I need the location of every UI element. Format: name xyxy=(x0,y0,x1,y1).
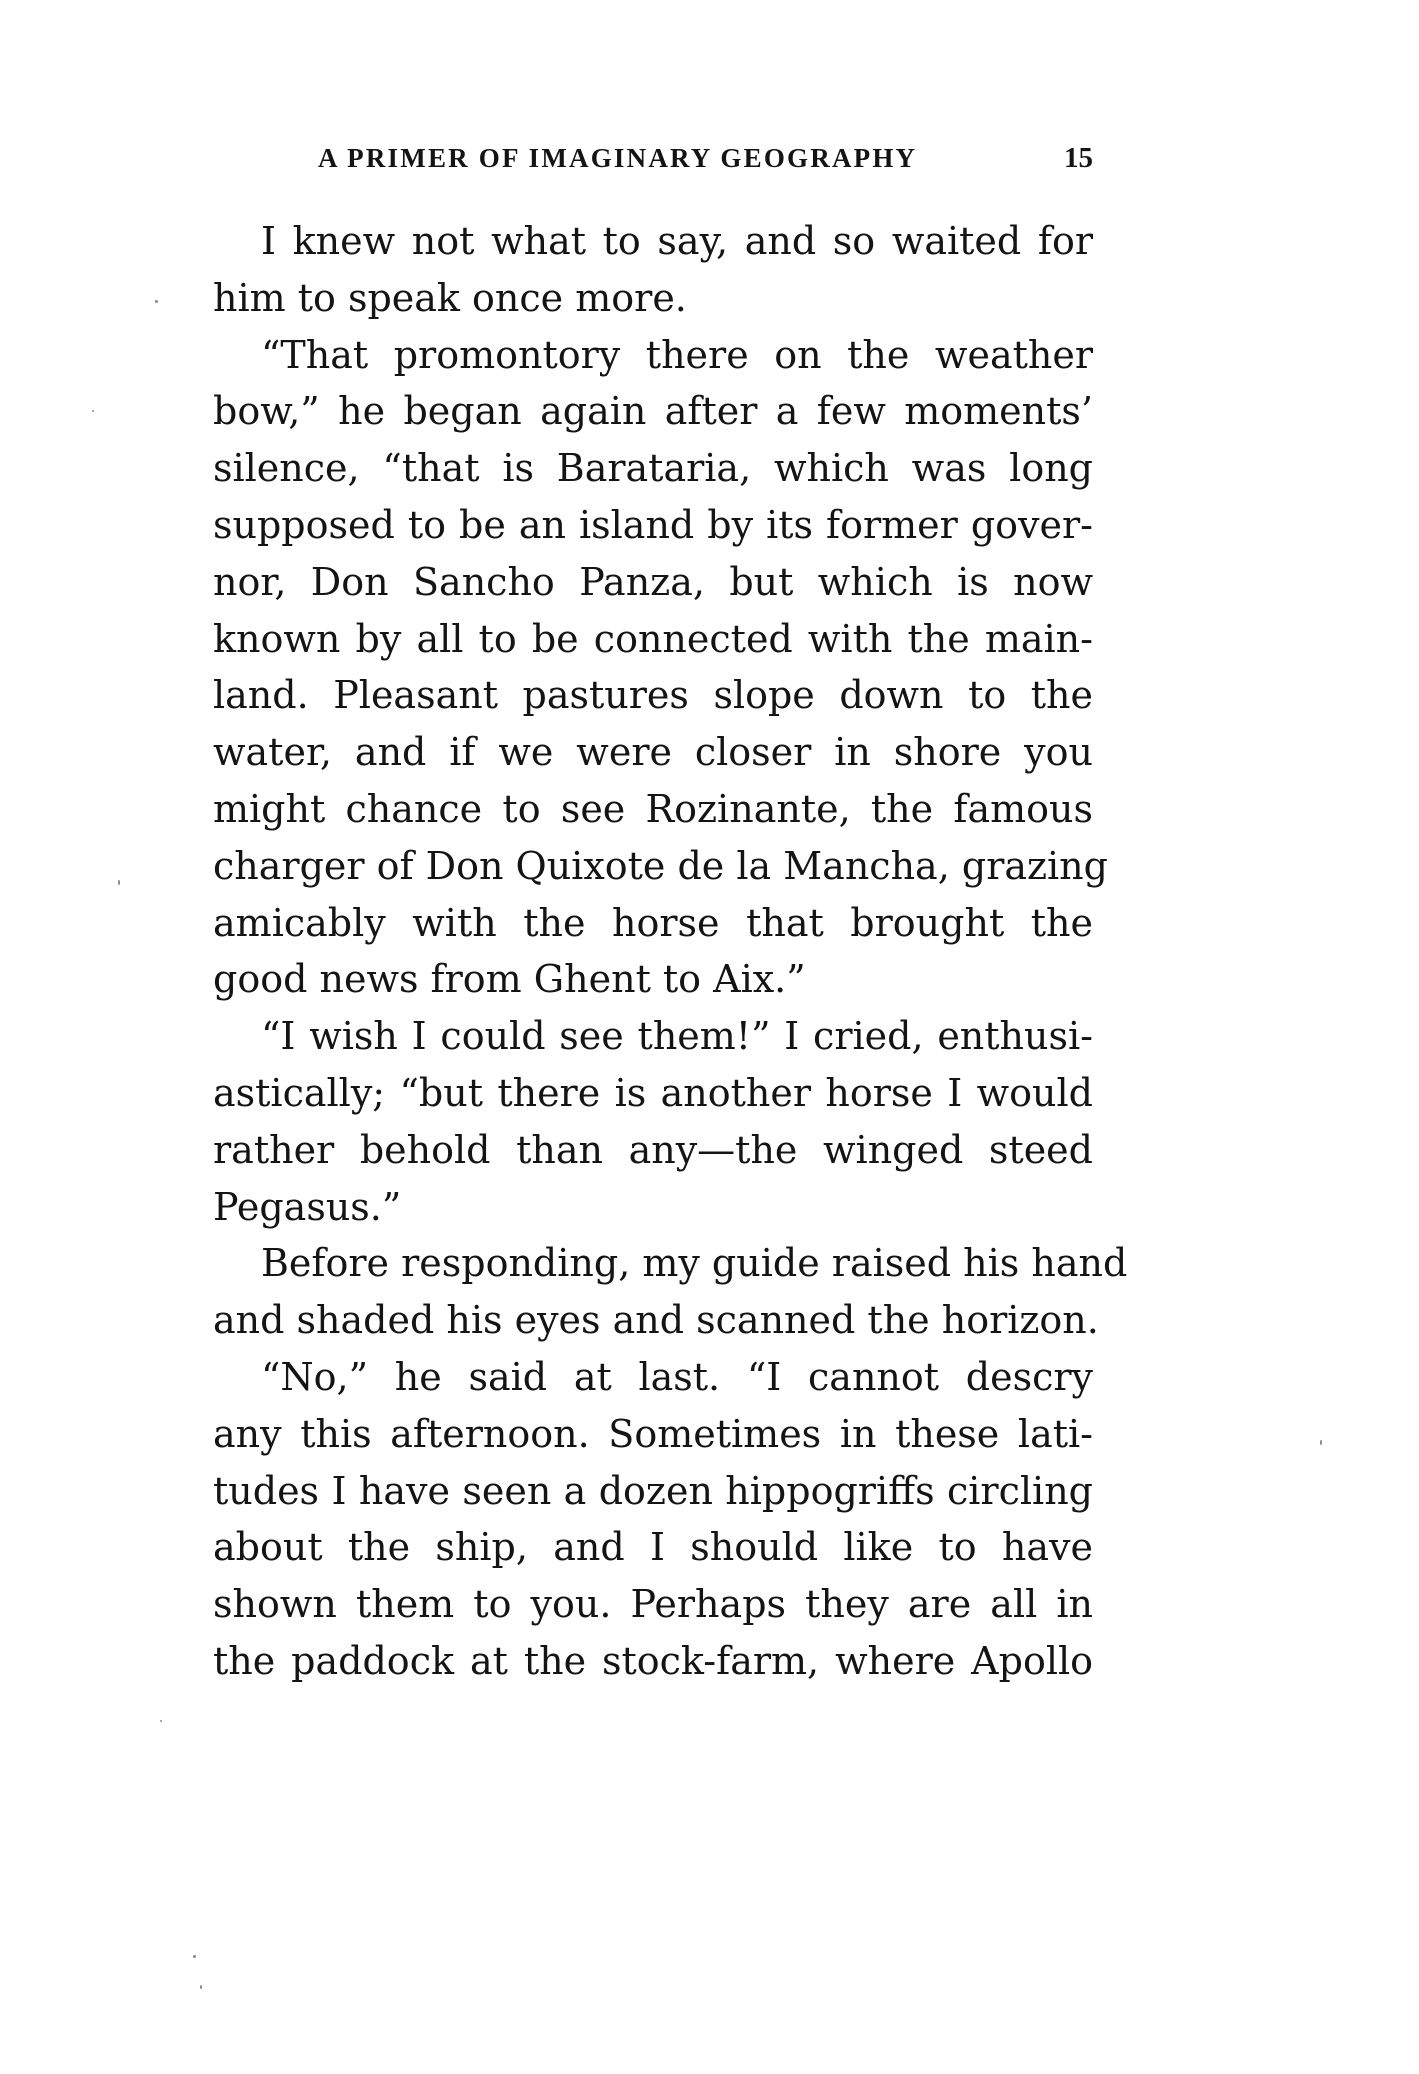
text-line: silence, “that is Barataria, which was long xyxy=(213,446,1093,491)
text-line: tudes I have seen a dozen hippogriffs circling xyxy=(213,1468,1093,1513)
text-line: bow,” he began again after a few moments’ xyxy=(213,389,1093,434)
scan-speck xyxy=(193,1955,196,1958)
text-line: nor, Don Sancho Panza, but which is now xyxy=(213,559,1093,604)
text-line: amicably with the horse that brought the xyxy=(213,900,1093,945)
scan-speck xyxy=(1320,1440,1322,1445)
text-line: might chance to see Rozinante, the famous xyxy=(213,786,1093,831)
scan-speck xyxy=(200,1985,202,1989)
body-text xyxy=(213,213,1128,1690)
page-number: 15 xyxy=(1064,142,1093,174)
text-line: good news from Ghent to Aix.” xyxy=(213,957,806,1002)
text-line: about the ship, and I should like to have xyxy=(213,1525,1093,1570)
text-line: rather behold than any—the winged steed xyxy=(213,1127,1093,1172)
scan-speck xyxy=(92,410,94,412)
text-line: shown them to you. Perhaps they are all in xyxy=(213,1582,1093,1627)
scan-speck xyxy=(155,300,158,303)
text-line: astically; “but there is another horse I would xyxy=(213,1070,1093,1115)
text-line: and shaded his eyes and scanned the horizon. xyxy=(213,1298,1099,1343)
running-title: A PRIMER OF IMAGINARY GEOGRAPHY xyxy=(318,143,918,173)
text-line: Before responding, my guide raised his hand xyxy=(261,1241,1128,1286)
text-line: “No,” he said at last. “I cannot descry xyxy=(261,1354,1093,1399)
text-line: I knew not what to say, and so waited for xyxy=(261,219,1093,263)
scan-speck xyxy=(160,1720,162,1722)
text-line: Pegasus.” xyxy=(213,1184,402,1229)
text-line: land. Pleasant pastures slope down to the xyxy=(213,673,1093,718)
text-line: him to speak once more. xyxy=(213,275,687,320)
text-line: “That promontory there on the weather xyxy=(261,332,1093,377)
text-line: water, and if we were closer in shore you xyxy=(213,730,1093,775)
text-line: “I wish I could see them!” I cried, enthusi- xyxy=(261,1014,1093,1059)
text-line: known by all to be connected with the main- xyxy=(213,616,1093,661)
text-line: the paddock at the stock-farm, where Apollo xyxy=(213,1638,1093,1683)
scan-speck xyxy=(118,880,120,885)
running-head xyxy=(213,140,1093,176)
text-line: charger of Don Quixote de la Mancha, grazing xyxy=(213,843,1108,888)
text-line: supposed to be an island by its former gover- xyxy=(213,502,1093,547)
text-line: any this afternoon. Sometimes in these lati- xyxy=(213,1411,1093,1456)
